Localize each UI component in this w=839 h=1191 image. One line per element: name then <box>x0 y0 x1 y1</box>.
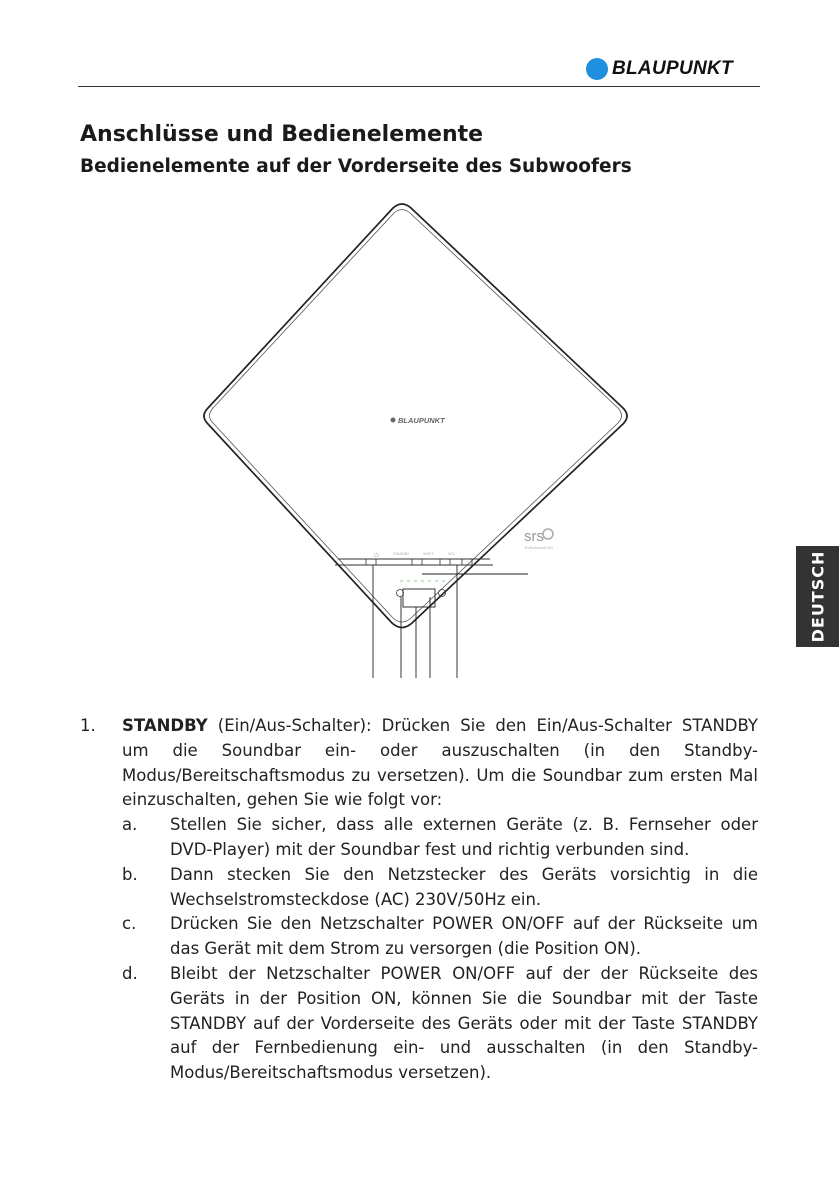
device-logo: BLAUPUNKT <box>398 416 445 425</box>
header-divider <box>78 86 760 87</box>
instructions <box>80 714 758 1086</box>
subwoofer-front-diagram <box>190 196 554 681</box>
device-logo-dot <box>391 418 396 423</box>
item-text: (Ein/Aus-Schalter): Drücken Sie den Ein/Aus-Schalter STANDBY um die Soundbar ein- oder auszuschalten (in den Standby-Modus/Bereitschaftsmodus zu versetzen). Um die Soundbar zum ersten Mal einzuschalten, gehen Sie wie folgt vor: <box>122 716 758 810</box>
step-text: Stellen Sie sicher, dass alle externen Geräte (z. B. Fernseher oder DVD-Player) mit der Soundbar fest und richtig verbunden sind. <box>170 815 758 859</box>
page-subtitle: Bedienelemente auf der Vorderseite des Subwoofers <box>80 156 632 177</box>
step-letter: d. <box>122 963 138 983</box>
page-title: Anschlüsse und Bedienelemente <box>80 122 484 147</box>
standby-symbol: ⏻ <box>374 552 379 559</box>
step-letter: a. <box>122 815 138 835</box>
srs-logo-ring <box>543 529 553 539</box>
step-d <box>80 962 758 1086</box>
language-tab <box>796 546 839 647</box>
item-keyword: STANDBY <box>122 716 208 735</box>
language-tab-label: DEUTSCH <box>808 550 827 643</box>
step-text: Drücken Sie den Netzschalter POWER ON/OFF auf der Rückseite um das Gerät mit dem Strom zu versorgen (die Position ON). <box>170 914 758 959</box>
item-body <box>122 714 758 813</box>
brand-logo-text: BLAUPUNKT <box>612 58 733 79</box>
step-letter: c. <box>122 914 137 934</box>
step-b <box>80 863 758 913</box>
srs-tagline: TruSurround HD <box>524 545 554 550</box>
step-text: Dann stecken Sie den Netzstecker des Geräts vorsichtig in die Wechselstromsteckdose (AC) 230V/50Hz ein. <box>170 864 758 909</box>
step-c <box>80 912 758 962</box>
step-letter: b. <box>122 864 138 884</box>
step-text: Bleibt der Netzschalter POWER ON/OFF auf der der Rückseite des Geräts in der Position ON, können Sie die Soundbar mit der Taste STANDBY auf der Vorderseite des Geräts oder mit der Taste STANDBY auf der Fernbedienung ein- und ausschalten (in den Standby-Modus/Bereitschaftsmodus versetzen). <box>170 963 758 1083</box>
item-number: 1. <box>80 716 96 735</box>
step-a <box>80 813 758 863</box>
button-label-vol: VOL <box>448 552 456 556</box>
brand-logo-dot <box>586 58 608 80</box>
instruction-item-1 <box>80 714 758 813</box>
srs-logo: srs <box>524 528 544 545</box>
brand-logo <box>586 58 733 80</box>
button-label-standby: STANDBY <box>393 552 410 556</box>
button-label-input: INPUT <box>423 552 434 556</box>
